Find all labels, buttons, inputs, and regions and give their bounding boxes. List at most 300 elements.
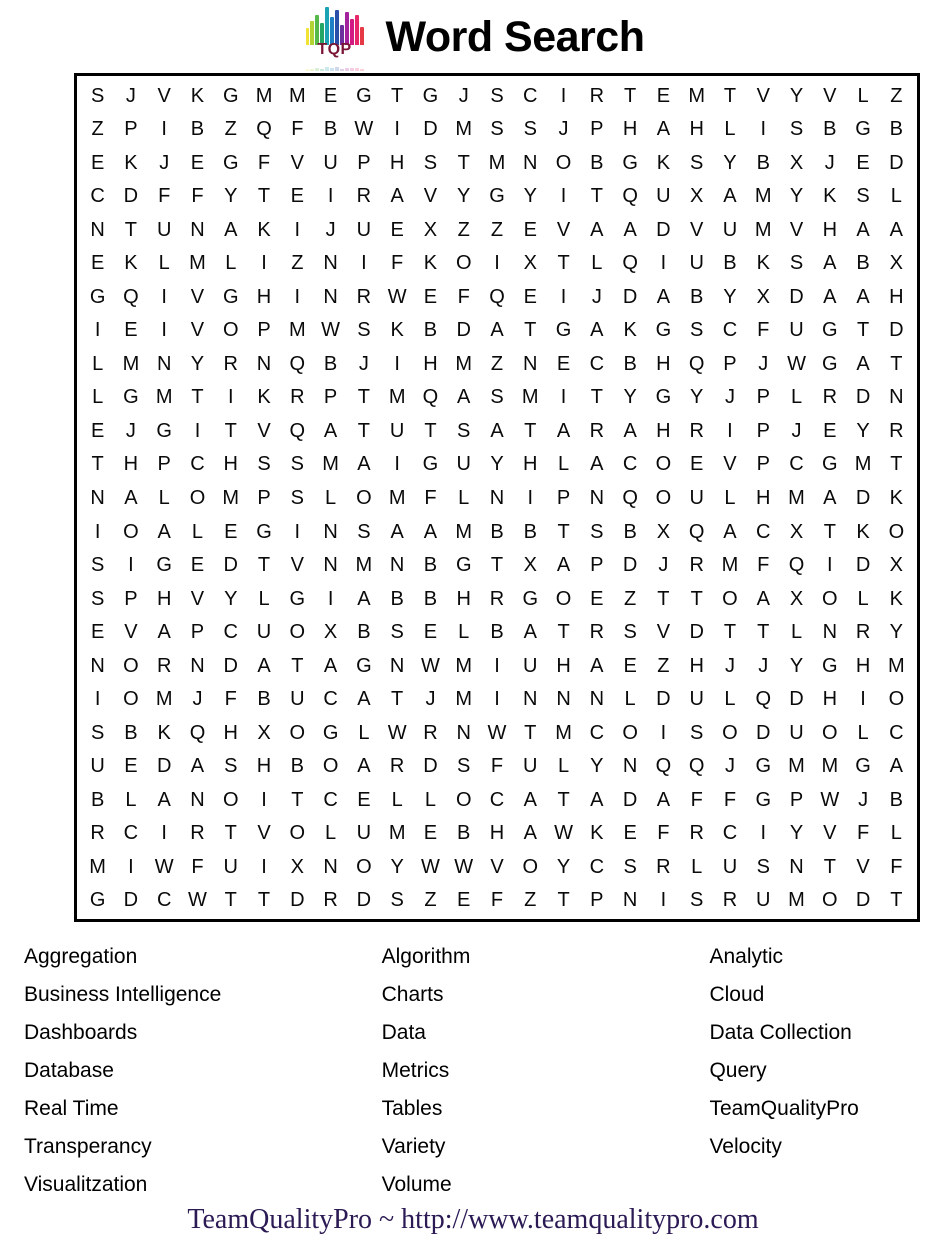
grid-cell[interactable]: I bbox=[727, 419, 733, 442]
grid-cell[interactable]: F bbox=[723, 788, 737, 811]
grid-cell[interactable]: A bbox=[623, 419, 637, 442]
grid-cell[interactable]: Q bbox=[289, 419, 306, 442]
grid-cell[interactable]: V bbox=[290, 554, 304, 577]
grid-cell[interactable]: W bbox=[420, 654, 440, 677]
grid-cell[interactable]: N bbox=[90, 654, 105, 677]
grid-cell[interactable]: T bbox=[124, 218, 138, 241]
grid-cell[interactable]: R bbox=[689, 554, 704, 577]
grid-cell[interactable]: M bbox=[754, 218, 772, 241]
grid-cell[interactable]: H bbox=[456, 587, 471, 610]
grid-cell[interactable]: J bbox=[192, 688, 203, 711]
grid-cell[interactable]: G bbox=[356, 654, 372, 677]
grid-cell[interactable]: U bbox=[689, 688, 704, 711]
grid-cell[interactable]: N bbox=[822, 621, 838, 644]
grid-cell[interactable]: B bbox=[590, 151, 604, 174]
grid-cell[interactable]: Z bbox=[524, 889, 537, 912]
grid-cell[interactable]: Q bbox=[256, 118, 272, 141]
word-list-item[interactable]: Aggregation bbox=[24, 945, 138, 968]
grid-cell[interactable]: D bbox=[855, 889, 871, 912]
grid-cell[interactable]: F bbox=[690, 788, 703, 811]
grid-cell[interactable]: E bbox=[457, 889, 471, 912]
grid-cell[interactable]: O bbox=[555, 151, 572, 174]
grid-cell[interactable]: H bbox=[656, 352, 671, 375]
grid-cell[interactable]: E bbox=[590, 587, 604, 610]
grid-cell[interactable]: N bbox=[90, 218, 105, 241]
grid-cell[interactable]: J bbox=[325, 218, 336, 241]
grid-cell[interactable]: J bbox=[758, 654, 769, 677]
grid-cell[interactable]: N bbox=[622, 889, 638, 912]
grid-cell[interactable]: U bbox=[156, 218, 172, 241]
grid-cell[interactable]: G bbox=[822, 319, 838, 342]
grid-cell[interactable]: I bbox=[227, 386, 234, 409]
grid-cell[interactable]: E bbox=[423, 285, 438, 308]
grid-cell[interactable]: R bbox=[356, 285, 372, 308]
grid-cell[interactable]: R bbox=[90, 822, 105, 845]
grid-cell[interactable]: L bbox=[391, 788, 403, 811]
grid-cell[interactable]: I bbox=[660, 889, 667, 912]
grid-cell[interactable]: V bbox=[823, 84, 837, 107]
word-search-grid[interactable] bbox=[77, 76, 917, 919]
grid-cell[interactable]: B bbox=[889, 118, 904, 141]
grid-cell[interactable]: A bbox=[157, 788, 171, 811]
grid-cell[interactable]: C bbox=[756, 520, 771, 543]
grid-cell[interactable]: J bbox=[125, 84, 136, 107]
grid-cell[interactable]: T bbox=[723, 621, 737, 644]
grid-cell[interactable]: C bbox=[589, 721, 605, 744]
grid-cell[interactable]: J bbox=[658, 554, 669, 577]
grid-cell[interactable]: H bbox=[756, 486, 771, 509]
grid-cell[interactable]: S bbox=[490, 386, 504, 409]
grid-cell[interactable]: V bbox=[157, 84, 171, 107]
grid-cell[interactable]: I bbox=[560, 386, 567, 409]
grid-cell[interactable]: X bbox=[523, 252, 537, 275]
grid-cell[interactable]: G bbox=[822, 453, 838, 476]
grid-cell[interactable]: S bbox=[290, 453, 304, 476]
grid-cell[interactable]: G bbox=[422, 453, 439, 476]
grid-cell[interactable]: G bbox=[222, 84, 239, 107]
word-list-item[interactable]: Transperancy bbox=[24, 1135, 152, 1158]
grid-cell[interactable]: I bbox=[261, 788, 267, 811]
grid-cell[interactable]: G bbox=[322, 721, 339, 744]
word-list-item[interactable]: Algorithm bbox=[381, 945, 471, 968]
grid-cell[interactable]: U bbox=[356, 822, 372, 845]
grid-cell[interactable]: I bbox=[261, 855, 267, 878]
grid-cell[interactable]: L bbox=[624, 688, 636, 711]
grid-cell[interactable]: L bbox=[691, 855, 703, 878]
grid-cell[interactable]: O bbox=[289, 621, 306, 644]
grid-cell[interactable]: I bbox=[161, 285, 167, 308]
grid-cell[interactable]: A bbox=[124, 486, 138, 509]
grid-cell[interactable]: J bbox=[125, 419, 136, 442]
grid-cell[interactable]: M bbox=[821, 755, 839, 778]
grid-cell[interactable]: H bbox=[889, 285, 904, 308]
grid-cell[interactable]: R bbox=[589, 419, 605, 442]
grid-cell[interactable]: E bbox=[290, 185, 304, 208]
grid-cell[interactable]: X bbox=[257, 721, 271, 744]
grid-cell[interactable]: O bbox=[123, 688, 139, 711]
grid-cell[interactable]: P bbox=[257, 486, 271, 509]
grid-cell[interactable]: X bbox=[789, 520, 804, 543]
grid-cell[interactable]: P bbox=[789, 788, 804, 811]
word-list-item[interactable]: Visualitzation bbox=[24, 1173, 148, 1196]
grid-cell[interactable]: U bbox=[656, 185, 671, 208]
grid-cell[interactable]: B bbox=[90, 788, 105, 811]
grid-cell[interactable]: V bbox=[723, 453, 737, 476]
grid-cell[interactable]: L bbox=[458, 486, 470, 509]
grid-cell[interactable]: N bbox=[323, 554, 338, 577]
grid-cell[interactable]: T bbox=[524, 721, 537, 744]
grid-cell[interactable]: A bbox=[556, 554, 571, 577]
grid-cell[interactable]: E bbox=[357, 788, 371, 811]
grid-cell[interactable]: J bbox=[858, 788, 869, 811]
grid-cell[interactable]: F bbox=[757, 319, 770, 342]
grid-cell[interactable]: U bbox=[290, 688, 305, 711]
grid-cell[interactable]: S bbox=[690, 319, 704, 342]
grid-cell[interactable]: N bbox=[90, 486, 105, 509]
grid-cell[interactable]: Y bbox=[390, 855, 404, 878]
grid-cell[interactable]: L bbox=[591, 252, 603, 275]
grid-cell[interactable]: M bbox=[155, 386, 173, 409]
grid-cell[interactable]: D bbox=[356, 889, 372, 912]
grid-cell[interactable]: T bbox=[624, 84, 637, 107]
grid-cell[interactable]: L bbox=[724, 486, 736, 509]
grid-cell[interactable]: B bbox=[423, 587, 438, 610]
grid-cell[interactable]: M bbox=[888, 654, 905, 677]
grid-cell[interactable]: F bbox=[291, 118, 304, 141]
grid-cell[interactable]: N bbox=[323, 252, 338, 275]
grid-cell[interactable]: U bbox=[756, 889, 771, 912]
grid-cell[interactable]: V bbox=[190, 285, 205, 308]
grid-cell[interactable]: O bbox=[888, 688, 905, 711]
grid-cell[interactable]: N bbox=[589, 486, 605, 509]
grid-cell[interactable]: Z bbox=[490, 218, 504, 241]
grid-cell[interactable]: B bbox=[390, 587, 404, 610]
grid-cell[interactable]: V bbox=[789, 218, 804, 241]
grid-cell[interactable]: L bbox=[557, 453, 570, 476]
grid-cell[interactable]: M bbox=[455, 520, 473, 543]
grid-cell[interactable]: M bbox=[455, 352, 473, 375]
grid-cell[interactable]: B bbox=[723, 252, 737, 275]
grid-cell[interactable]: L bbox=[424, 788, 436, 811]
grid-cell[interactable]: Q bbox=[688, 755, 705, 778]
grid-cell[interactable]: R bbox=[822, 386, 838, 409]
grid-cell[interactable]: D bbox=[789, 688, 804, 711]
grid-cell[interactable]: O bbox=[322, 755, 339, 778]
grid-cell[interactable]: D bbox=[622, 554, 638, 577]
grid-cell[interactable]: J bbox=[358, 352, 369, 375]
grid-cell[interactable]: I bbox=[394, 118, 400, 141]
grid-cell[interactable]: K bbox=[124, 252, 138, 275]
grid-cell[interactable]: D bbox=[456, 319, 471, 342]
grid-cell[interactable]: F bbox=[257, 151, 271, 174]
word-list-item[interactable]: Metrics bbox=[381, 1059, 450, 1082]
grid-cell[interactable]: R bbox=[589, 84, 605, 107]
grid-cell[interactable]: S bbox=[90, 84, 105, 107]
grid-cell[interactable]: A bbox=[390, 185, 404, 208]
grid-cell[interactable]: I bbox=[527, 486, 534, 509]
grid-cell[interactable]: R bbox=[689, 822, 704, 845]
grid-cell[interactable]: H bbox=[256, 285, 272, 308]
grid-cell[interactable]: U bbox=[722, 218, 738, 241]
grid-cell[interactable]: X bbox=[789, 151, 804, 174]
grid-cell[interactable]: A bbox=[656, 118, 671, 141]
grid-cell[interactable]: Y bbox=[556, 855, 571, 878]
grid-cell[interactable]: K bbox=[157, 721, 171, 744]
grid-cell[interactable]: T bbox=[590, 185, 603, 208]
grid-cell[interactable]: K bbox=[423, 252, 438, 275]
grid-cell[interactable]: J bbox=[724, 755, 735, 778]
grid-cell[interactable]: A bbox=[457, 386, 471, 409]
grid-cell[interactable]: M bbox=[721, 554, 739, 577]
grid-cell[interactable]: B bbox=[490, 621, 504, 644]
grid-cell[interactable]: M bbox=[455, 688, 473, 711]
grid-cell[interactable]: X bbox=[756, 285, 770, 308]
grid-cell[interactable]: C bbox=[722, 319, 738, 342]
grid-cell[interactable]: D bbox=[622, 285, 638, 308]
grid-cell[interactable]: A bbox=[590, 453, 604, 476]
grid-cell[interactable]: B bbox=[623, 520, 637, 543]
grid-cell[interactable]: F bbox=[757, 554, 770, 577]
grid-cell[interactable]: M bbox=[122, 352, 140, 375]
grid-cell[interactable]: U bbox=[722, 855, 738, 878]
grid-cell[interactable]: A bbox=[357, 688, 371, 711]
grid-cell[interactable]: J bbox=[458, 84, 469, 107]
grid-cell[interactable]: M bbox=[788, 889, 805, 912]
grid-cell[interactable]: O bbox=[222, 788, 239, 811]
grid-cell[interactable]: Y bbox=[490, 453, 504, 476]
grid-cell[interactable]: Q bbox=[688, 520, 705, 543]
grid-cell[interactable]: E bbox=[224, 520, 238, 543]
grid-cell[interactable]: J bbox=[824, 151, 835, 174]
grid-cell[interactable]: T bbox=[557, 520, 570, 543]
grid-cell[interactable]: M bbox=[255, 84, 273, 107]
grid-cell[interactable]: M bbox=[455, 118, 473, 141]
grid-cell[interactable]: O bbox=[622, 721, 638, 744]
grid-cell[interactable]: M bbox=[388, 822, 406, 845]
grid-cell[interactable]: N bbox=[389, 554, 405, 577]
grid-cell[interactable]: G bbox=[522, 587, 539, 610]
grid-cell[interactable]: T bbox=[457, 151, 470, 174]
grid-cell[interactable]: T bbox=[357, 419, 370, 442]
grid-cell[interactable]: V bbox=[124, 621, 138, 644]
grid-cell[interactable]: E bbox=[856, 151, 870, 174]
grid-cell[interactable]: A bbox=[723, 185, 737, 208]
grid-cell[interactable]: G bbox=[855, 118, 871, 141]
grid-cell[interactable]: Y bbox=[789, 822, 804, 845]
grid-cell[interactable]: S bbox=[789, 252, 804, 275]
grid-cell[interactable]: C bbox=[156, 889, 172, 912]
grid-cell[interactable]: V bbox=[190, 319, 205, 342]
grid-cell[interactable]: S bbox=[457, 419, 471, 442]
grid-cell[interactable]: N bbox=[789, 855, 804, 878]
grid-cell[interactable]: T bbox=[191, 386, 204, 409]
grid-cell[interactable]: O bbox=[123, 654, 139, 677]
grid-cell[interactable]: Z bbox=[291, 252, 304, 275]
grid-cell[interactable]: D bbox=[123, 889, 139, 912]
grid-cell[interactable]: D bbox=[855, 554, 871, 577]
grid-cell[interactable]: Y bbox=[457, 185, 471, 208]
grid-cell[interactable]: M bbox=[189, 252, 206, 275]
grid-cell[interactable]: L bbox=[225, 252, 237, 275]
grid-cell[interactable]: S bbox=[357, 319, 371, 342]
grid-cell[interactable]: W bbox=[188, 889, 207, 912]
grid-cell[interactable]: Q bbox=[622, 185, 638, 208]
grid-cell[interactable]: F bbox=[191, 185, 204, 208]
grid-cell[interactable]: N bbox=[323, 520, 338, 543]
grid-cell[interactable]: E bbox=[90, 151, 105, 174]
grid-cell[interactable]: D bbox=[689, 621, 704, 644]
grid-cell[interactable]: I bbox=[94, 319, 101, 342]
grid-cell[interactable]: Q bbox=[189, 721, 206, 744]
grid-cell[interactable]: R bbox=[889, 419, 904, 442]
grid-cell[interactable]: D bbox=[622, 788, 638, 811]
grid-cell[interactable]: S bbox=[856, 185, 870, 208]
grid-cell[interactable]: P bbox=[257, 319, 271, 342]
grid-cell[interactable]: L bbox=[857, 721, 869, 744]
grid-cell[interactable]: J bbox=[159, 151, 170, 174]
grid-cell[interactable]: D bbox=[156, 755, 172, 778]
grid-cell[interactable]: V bbox=[690, 218, 704, 241]
grid-cell[interactable]: M bbox=[388, 386, 406, 409]
grid-cell[interactable]: V bbox=[756, 84, 770, 107]
grid-cell[interactable]: X bbox=[889, 252, 904, 275]
grid-cell[interactable]: X bbox=[290, 855, 304, 878]
grid-cell[interactable]: B bbox=[690, 285, 704, 308]
grid-cell[interactable]: R bbox=[323, 889, 338, 912]
grid-cell[interactable]: I bbox=[827, 554, 833, 577]
grid-cell[interactable]: M bbox=[288, 84, 306, 107]
grid-cell[interactable]: L bbox=[125, 788, 137, 811]
grid-cell[interactable]: A bbox=[889, 755, 904, 778]
grid-cell[interactable]: G bbox=[289, 587, 306, 610]
grid-cell[interactable]: Y bbox=[889, 621, 904, 644]
grid-cell[interactable]: I bbox=[327, 587, 334, 610]
grid-cell[interactable]: G bbox=[356, 84, 372, 107]
grid-cell[interactable]: E bbox=[523, 285, 537, 308]
grid-cell[interactable]: V bbox=[190, 587, 205, 610]
grid-cell[interactable]: B bbox=[190, 118, 205, 141]
grid-cell[interactable]: C bbox=[722, 822, 738, 845]
grid-cell[interactable]: I bbox=[394, 453, 400, 476]
grid-cell[interactable]: L bbox=[458, 621, 470, 644]
grid-cell[interactable]: S bbox=[789, 118, 804, 141]
grid-cell[interactable]: A bbox=[490, 419, 504, 442]
grid-cell[interactable]: D bbox=[756, 721, 771, 744]
grid-cell[interactable]: O bbox=[289, 822, 306, 845]
grid-cell[interactable]: Q bbox=[688, 352, 705, 375]
grid-cell[interactable]: H bbox=[689, 118, 704, 141]
grid-cell[interactable]: G bbox=[89, 285, 106, 308]
grid-cell[interactable]: S bbox=[623, 621, 637, 644]
grid-cell[interactable]: G bbox=[222, 151, 239, 174]
grid-cell[interactable]: D bbox=[123, 185, 139, 208]
grid-cell[interactable]: A bbox=[523, 788, 537, 811]
word-list-item[interactable]: Data Collection bbox=[709, 1021, 852, 1044]
grid-cell[interactable]: T bbox=[757, 621, 770, 644]
grid-cell[interactable]: M bbox=[788, 755, 805, 778]
grid-cell[interactable]: U bbox=[689, 486, 704, 509]
word-list-item[interactable]: Velocity bbox=[709, 1135, 782, 1158]
grid-cell[interactable]: K bbox=[590, 822, 604, 845]
grid-cell[interactable]: N bbox=[523, 151, 538, 174]
grid-cell[interactable]: K bbox=[390, 319, 404, 342]
grid-cell[interactable]: R bbox=[389, 755, 405, 778]
grid-cell[interactable]: I bbox=[128, 855, 134, 878]
grid-cell[interactable]: O bbox=[722, 721, 738, 744]
grid-cell[interactable]: W bbox=[420, 855, 440, 878]
grid-cell[interactable]: I bbox=[327, 185, 334, 208]
grid-cell[interactable]: K bbox=[856, 520, 870, 543]
grid-cell[interactable]: L bbox=[325, 486, 337, 509]
grid-cell[interactable]: H bbox=[656, 419, 671, 442]
grid-cell[interactable]: O bbox=[455, 252, 472, 275]
grid-cell[interactable]: I bbox=[94, 520, 101, 543]
grid-cell[interactable]: G bbox=[622, 151, 638, 174]
grid-cell[interactable]: B bbox=[357, 621, 371, 644]
grid-cell[interactable]: T bbox=[890, 352, 903, 375]
grid-cell[interactable]: P bbox=[756, 453, 770, 476]
grid-cell[interactable]: A bbox=[157, 520, 171, 543]
grid-cell[interactable]: S bbox=[90, 721, 105, 744]
grid-cell[interactable]: Y bbox=[224, 185, 238, 208]
grid-cell[interactable]: C bbox=[622, 453, 638, 476]
grid-cell[interactable]: P bbox=[357, 151, 371, 174]
grid-cell[interactable]: A bbox=[323, 419, 338, 442]
grid-cell[interactable]: E bbox=[623, 654, 637, 677]
grid-cell[interactable]: Q bbox=[123, 285, 139, 308]
grid-cell[interactable]: X bbox=[690, 185, 704, 208]
grid-cell[interactable]: M bbox=[355, 554, 373, 577]
grid-cell[interactable]: P bbox=[590, 889, 604, 912]
grid-cell[interactable]: A bbox=[623, 218, 637, 241]
grid-cell[interactable]: N bbox=[323, 285, 338, 308]
grid-cell[interactable]: E bbox=[124, 755, 138, 778]
grid-cell[interactable]: L bbox=[158, 252, 170, 275]
grid-cell[interactable]: R bbox=[656, 855, 671, 878]
grid-cell[interactable]: D bbox=[423, 118, 438, 141]
grid-cell[interactable]: Y bbox=[789, 185, 804, 208]
grid-cell[interactable]: A bbox=[856, 352, 870, 375]
grid-cell[interactable]: R bbox=[489, 587, 505, 610]
grid-cell[interactable]: R bbox=[190, 822, 205, 845]
grid-cell[interactable]: M bbox=[322, 453, 339, 476]
grid-cell[interactable]: B bbox=[889, 788, 904, 811]
grid-cell[interactable]: C bbox=[190, 453, 205, 476]
grid-cell[interactable]: H bbox=[156, 587, 172, 610]
grid-cell[interactable]: N bbox=[523, 352, 538, 375]
grid-cell[interactable]: Y bbox=[224, 587, 238, 610]
grid-cell[interactable]: M bbox=[455, 654, 473, 677]
grid-cell[interactable]: A bbox=[823, 252, 837, 275]
grid-cell[interactable]: O bbox=[522, 855, 539, 878]
grid-cell[interactable]: E bbox=[90, 621, 105, 644]
grid-cell[interactable]: S bbox=[623, 855, 637, 878]
grid-cell[interactable]: U bbox=[256, 621, 272, 644]
grid-cell[interactable]: I bbox=[760, 118, 767, 141]
grid-cell[interactable]: A bbox=[390, 520, 404, 543]
grid-cell[interactable]: E bbox=[556, 352, 571, 375]
grid-cell[interactable]: I bbox=[660, 721, 667, 744]
grid-cell[interactable]: E bbox=[423, 621, 438, 644]
grid-cell[interactable]: Q bbox=[289, 352, 306, 375]
grid-cell[interactable]: A bbox=[257, 654, 271, 677]
grid-cell[interactable]: Y bbox=[623, 386, 637, 409]
grid-cell[interactable]: E bbox=[523, 218, 537, 241]
grid-cell[interactable]: W bbox=[354, 118, 374, 141]
grid-cell[interactable]: G bbox=[855, 755, 871, 778]
grid-cell[interactable]: N bbox=[489, 486, 505, 509]
grid-cell[interactable]: Y bbox=[723, 151, 737, 174]
